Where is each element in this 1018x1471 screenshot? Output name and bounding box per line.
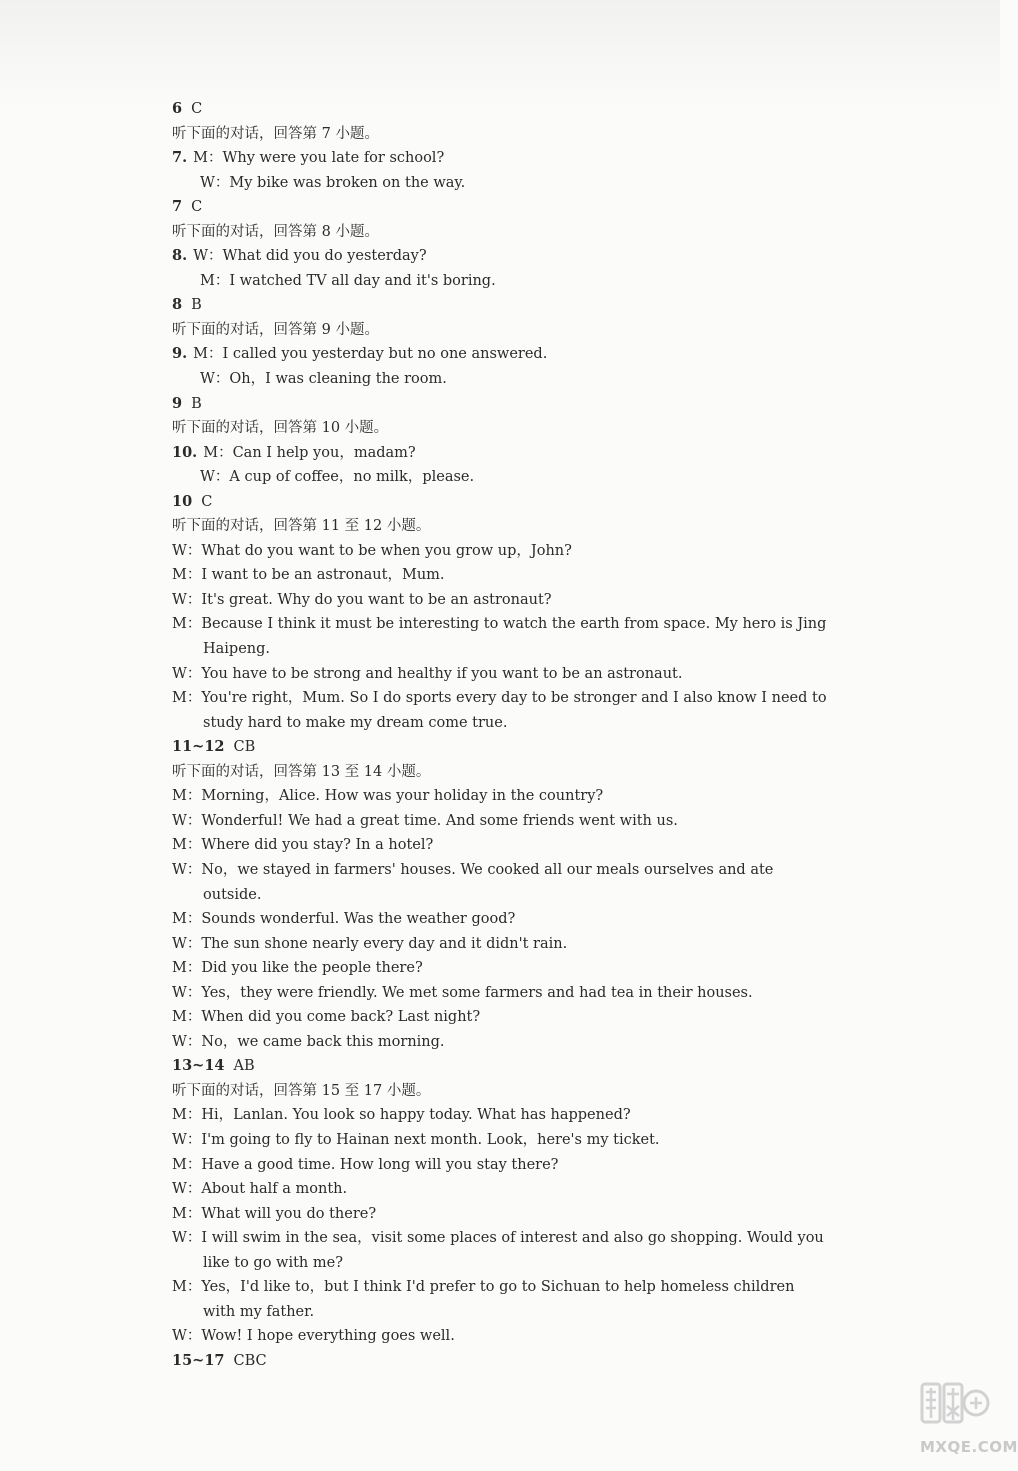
dialogue-line: W：Oh，I was cleaning the room. — [200, 371, 447, 388]
dialogue-line: W：You have to be strong and healthy if you want to be an astronaut. — [172, 665, 683, 682]
dialogue-line: M：Sounds wonderful. Was the weather good? — [172, 911, 516, 928]
dialogue-line: M：I want to be an astronaut，Mum. — [172, 567, 445, 584]
question-number: 10. — [172, 443, 198, 461]
dialogue-text: M：Why were you late for school? — [193, 150, 445, 167]
dialogue-line: W：It's great. Why do you want to be an astronaut? — [172, 591, 552, 608]
dialogue-line: M：Yes，I'd like to，but I think I'd prefer to go to Sichuan to help homeless children — [172, 1279, 795, 1296]
answer-choice: CB — [233, 739, 256, 756]
question-number: 8. — [172, 247, 188, 265]
answer-line — [172, 195, 772, 220]
dialogue-line: W：The sun shone nearly every day and it didn't rain. — [172, 935, 568, 952]
question-line — [172, 342, 772, 367]
question-number: 9. — [172, 345, 188, 363]
answer-choice: CBC — [233, 1352, 267, 1369]
instruction-line: 听下面的对话，回答第 7 小题。 — [172, 125, 379, 142]
answer-choice: AB — [233, 1058, 255, 1075]
answer-number: 9 — [172, 394, 183, 412]
answer-number: 7 — [172, 198, 183, 216]
dialogue-text: M：I called you yesterday but no one answered. — [193, 346, 548, 363]
answer-choice: C — [201, 493, 213, 510]
dialogue-line: W：No，we stayed in farmers' houses. We cooked all our meals ourselves and ate — [172, 861, 774, 878]
dialogue-line: W：My bike was broken on the way. — [200, 174, 466, 191]
dialogue-line: W：Wonderful! We had a great time. And some friends went with us. — [172, 812, 678, 829]
instruction-line: 听下面的对话，回答第 10 小题。 — [172, 420, 389, 437]
watermark-site-text: MXQE.COM — [920, 1438, 1018, 1456]
question-line — [172, 441, 772, 466]
dialogue-line: M：Morning，Alice. How was your holiday in the country? — [172, 788, 604, 805]
instruction-line: 听下面的对话，回答第 11 至 12 小题。 — [172, 518, 431, 535]
answer-choice: B — [191, 297, 202, 314]
dialogue-line: M：Did you like the people there? — [172, 960, 423, 977]
answer-choice: C — [191, 101, 203, 117]
answer-choice: B — [191, 395, 202, 412]
question-line — [172, 146, 772, 171]
answer-number: 11~12 — [172, 738, 225, 756]
answer-number: 6 — [172, 100, 183, 117]
question-number: 7. — [172, 149, 188, 167]
dialogue-line: M：What will you do there? — [172, 1205, 377, 1222]
answer-line — [172, 490, 772, 515]
dialogue-continuation: like to go with me? — [203, 1254, 343, 1271]
dialogue-line: M：Have a good time. How long will you stay there? — [172, 1156, 559, 1173]
question-line — [172, 244, 772, 269]
watermark — [920, 1378, 1018, 1460]
instruction-line: 听下面的对话，回答第 8 小题。 — [172, 223, 379, 240]
answer-line — [172, 392, 772, 417]
answer-line — [172, 735, 772, 760]
dialogue-line: M：I watched TV all day and it's boring. — [200, 272, 496, 289]
dialogue-line: W：A cup of coffee，no milk，please. — [200, 469, 475, 486]
dialogue-line: M：Where did you stay? In a hotel? — [172, 837, 434, 854]
dialogue-line: M：Hi，Lanlan. You look so happy today. What has happened? — [172, 1107, 631, 1124]
dialogue-line: W：I'm going to fly to Hainan next month. Look，here's my ticket. — [172, 1131, 660, 1148]
answer-number: 13~14 — [172, 1057, 225, 1075]
answer-line — [172, 97, 772, 122]
answer-line — [172, 1054, 772, 1079]
watermark-logo-icon — [920, 1378, 990, 1430]
dialogue-line: W：What do you want to be when you grow up，John? — [172, 542, 572, 559]
answer-line — [172, 1349, 772, 1374]
dialogue-line: W：I will swim in the sea，visit some places of interest and also go shopping. Would you — [172, 1230, 824, 1247]
dialogue-continuation: study hard to make my dream come true. — [203, 714, 508, 731]
dialogue-text: M：Can I help you，madam? — [203, 444, 416, 461]
answer-number: 15~17 — [172, 1351, 225, 1369]
answer-transcript — [172, 97, 827, 1373]
dialogue-line: M：You're right，Mum. So I do sports every day to be stronger and I also know I need to — [172, 690, 827, 707]
dialogue-line: W：Yes，they were friendly. We met some farmers and had tea in their houses. — [172, 984, 753, 1001]
answer-line — [172, 293, 772, 318]
dialogue-text: W：What did you do yesterday? — [193, 248, 427, 265]
answer-number: 10 — [172, 492, 193, 510]
answer-choice: C — [191, 199, 203, 216]
dialogue-continuation: with my father. — [203, 1303, 315, 1320]
answer-number: 8 — [172, 296, 183, 314]
dialogue-continuation: Haipeng. — [203, 641, 271, 658]
dialogue-line: W：Wow! I hope everything goes well. — [172, 1328, 455, 1345]
dialogue-line: W：No，we came back this morning. — [172, 1033, 445, 1050]
dialogue-line: M：When did you come back? Last night? — [172, 1009, 481, 1026]
instruction-line: 听下面的对话，回答第 15 至 17 小题。 — [172, 1082, 431, 1099]
dialogue-line: W：About half a month. — [172, 1181, 348, 1198]
instruction-line: 听下面的对话，回答第 9 小题。 — [172, 321, 379, 338]
dialogue-continuation: outside. — [203, 886, 262, 903]
instruction-line: 听下面的对话，回答第 13 至 14 小题。 — [172, 763, 431, 780]
dialogue-line: M：Because I think it must be interesting to watch the earth from space. My hero is Jing — [172, 616, 827, 633]
